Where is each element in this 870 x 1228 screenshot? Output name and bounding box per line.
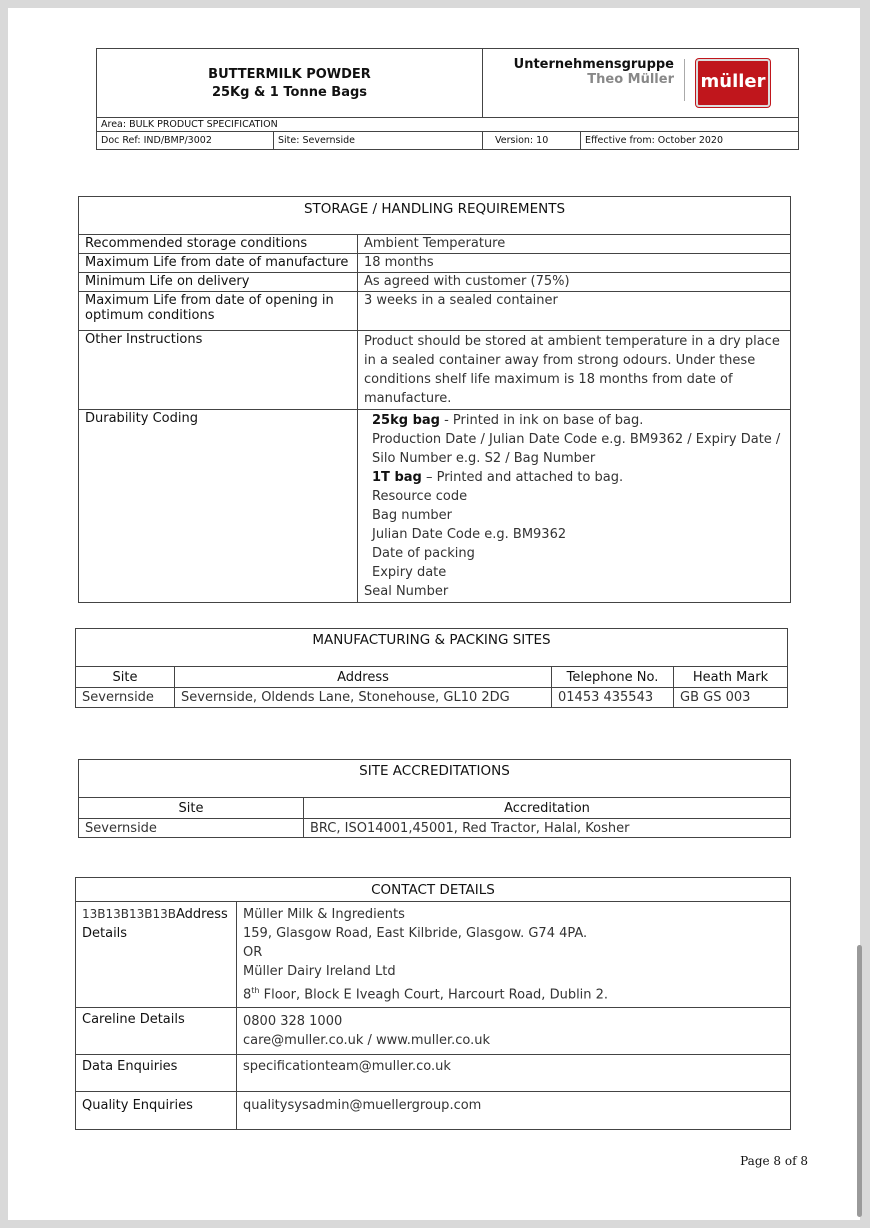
area-line: Area: BULK PRODUCT SPECIFICATION [97, 118, 799, 132]
vertical-scrollbar[interactable] [857, 945, 862, 1217]
address-line: Müller Milk & Ingredients [243, 907, 405, 922]
bag-1t-item: Resource code [372, 489, 468, 504]
accreditations-header: Site [79, 798, 304, 819]
accreditations-cell: BRC, ISO14001,45001, Red Tractor, Halal, Kosher [304, 819, 791, 838]
manufacturing-cell: GB GS 003 [674, 688, 788, 708]
address-label-a: Address [176, 907, 228, 922]
address-line: Müller Dairy Ireland Ltd [243, 964, 396, 979]
address-floor-suffix: th [251, 986, 260, 995]
storage-label: Maximum Life from date of manufacture [79, 254, 358, 273]
accreditations-table [78, 759, 791, 838]
address-line: 159, Glasgow Road, East Kilbride, Glasgow. G74 4PA. [243, 926, 588, 941]
product-name: BUTTERMILK POWDER [208, 66, 371, 82]
storage-table [78, 196, 791, 603]
company-line1: Unternehmensgruppe [513, 57, 674, 72]
bag-1t-line [364, 468, 784, 487]
doc-ref: Doc Ref: IND/BMP/3002 [97, 132, 274, 150]
header-table [96, 48, 799, 150]
manufacturing-title: MANUFACTURING & PACKING SITES [76, 629, 788, 667]
storage-value: As agreed with customer (75%) [358, 273, 791, 292]
product-subtitle: 25Kg & 1 Tonne Bags [211, 84, 368, 100]
data-enquiries-value: specificationteam@muller.co.uk [237, 1055, 791, 1092]
bag-1t-item: Bag number [372, 508, 453, 523]
storage-label: Other Instructions [79, 331, 358, 410]
durability-label: Durability Coding [79, 410, 358, 603]
contact-table [75, 877, 791, 1130]
address-label-b: Details [82, 926, 128, 941]
careline-phone: 0800 328 1000 [243, 1014, 343, 1030]
address-prefix: 13B13B13B13B [82, 907, 177, 921]
storage-label: Maximum Life from date of opening in optimum conditions [79, 292, 358, 331]
muller-logo: müller [696, 59, 770, 107]
data-enquiries-label: Data Enquiries [76, 1055, 237, 1092]
manufacturing-header: Address [175, 667, 552, 688]
document-page [8, 8, 860, 1220]
manufacturing-cell: 01453 435543 [552, 688, 674, 708]
bag-25kg-detail: Production Date / Julian Date Code e.g. BM9362 / Expiry Date / Silo Number e.g. S2 / Bag Number [372, 432, 781, 466]
storage-value: Product should be stored at ambient temperature in a dry place in a sealed container away from strong odours. Under these conditions shelf life maximum is 18 months from date of manufacture. [358, 331, 791, 410]
bag-25kg-text: - Printed in ink on base of bag. [439, 413, 644, 428]
accreditations-title: SITE ACCREDITATIONS [79, 760, 791, 798]
manufacturing-cell: Severnside [76, 688, 175, 708]
address-floor-rest: Floor, Block E Iveagh Court, Harcourt Road, Dublin 2. [259, 987, 609, 1003]
bag-25kg-line [364, 411, 784, 430]
version: Version: 10 [483, 132, 581, 150]
header-divider [684, 59, 685, 101]
storage-value: 3 weeks in a sealed container [358, 292, 791, 331]
effective-date: Effective from: October 2020 [581, 132, 799, 150]
accreditations-header: Accreditation [304, 798, 791, 819]
careline-label: Careline Details [76, 1008, 237, 1055]
bag-1t-bold: 1T bag [372, 470, 422, 485]
company-line2: Theo Müller [587, 72, 674, 87]
manufacturing-header: Site [76, 667, 175, 688]
storage-label: Minimum Life on delivery [79, 273, 358, 292]
header-site: Site: Severnside [274, 132, 483, 150]
address-line: OR [243, 945, 263, 960]
manufacturing-header: Heath Mark [674, 667, 788, 688]
quality-enquiries-label: Quality Enquiries [76, 1092, 237, 1130]
storage-value: Ambient Temperature [358, 235, 791, 254]
bag-1t-item: Expiry date [372, 565, 447, 580]
address-value [237, 902, 791, 1008]
manufacturing-header: Telephone No. [552, 667, 674, 688]
bag-1t-text: – Printed and attached to bag. [421, 470, 624, 485]
address-floor-number: 8 [243, 987, 252, 1003]
storage-value: 18 months [358, 254, 791, 273]
company-name [506, 57, 674, 87]
bag-25kg-bold: 25kg bag [372, 413, 440, 428]
storage-title: STORAGE / HANDLING REQUIREMENTS [79, 197, 791, 235]
address-label-cell [76, 902, 237, 1008]
quality-enquiries-value: qualitysysadmin@muellergroup.com [237, 1092, 791, 1130]
careline-value [237, 1008, 791, 1055]
bag-1t-item: Julian Date Code e.g. BM9362 [372, 527, 567, 542]
storage-label: Recommended storage conditions [79, 235, 358, 254]
page-number: Page 8 of 8 [740, 1154, 808, 1168]
bag-1t-item: Date of packing [372, 546, 475, 561]
manufacturing-table [75, 628, 788, 708]
address-line-last [243, 981, 784, 1004]
accreditations-cell: Severnside [79, 819, 304, 838]
careline-web: care@muller.co.uk / www.muller.co.uk [243, 1033, 491, 1049]
seal-number: Seal Number [364, 584, 449, 599]
durability-value [358, 410, 791, 603]
manufacturing-cell: Severnside, Oldends Lane, Stonehouse, GL10 2DG [175, 688, 552, 708]
contact-title: CONTACT DETAILS [76, 878, 791, 902]
